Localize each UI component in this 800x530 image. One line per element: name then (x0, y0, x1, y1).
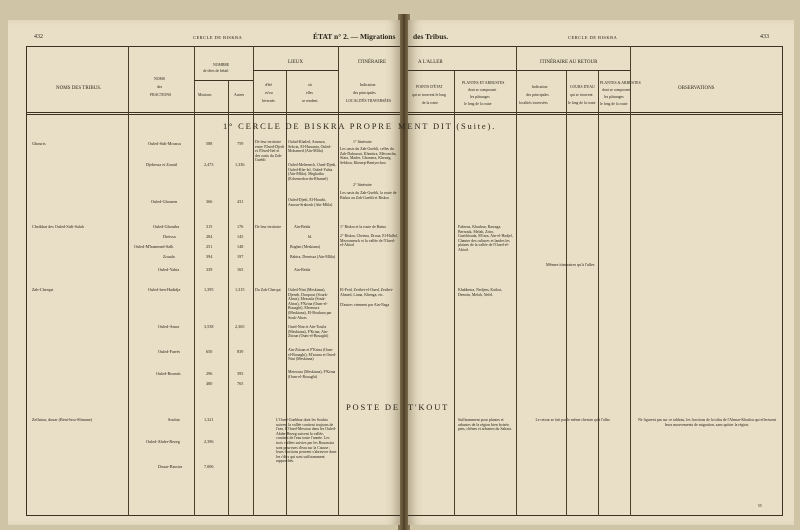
fraction-name: Ouled-Abder-Rezeg (146, 439, 180, 444)
header-plantes-4: le long de la route (464, 102, 492, 106)
lieux-destination: Id. (308, 235, 313, 239)
plants-entry: Suffisamment pour plantes et arbustes de la région bien boisée, pins, chênes et arbustes du Sahara. (458, 418, 512, 432)
lieux-destination: Meteoura (Meskiana), F'Krina (Oum-el-Bouaghi) (288, 370, 336, 379)
autres-value: 1,315 (235, 287, 245, 292)
itineraire-entry: Les oasis du Zab-Guebli, celles du Zab-Dahraoui, Khenitra, Méconcha, Sfaia, Mader, Ghomera, Kheneg, Sebbou, Khenep-Beniyechou (340, 147, 397, 165)
moutons-value: 284 (206, 234, 213, 239)
fraction-name: Ouled-Yahia (158, 267, 180, 272)
table-top-rule (408, 46, 782, 47)
header-plantes-retour-3: les pâturages (604, 95, 624, 99)
rule-v (338, 46, 339, 516)
table-top-rule (26, 46, 400, 47)
autres-value: 148 (237, 244, 244, 249)
header-plantes-retour-1: PLANTES & ARBUSTES (600, 81, 641, 85)
left-page-number: 432 (34, 34, 43, 40)
autres-value: 197 (237, 254, 244, 259)
moutons-value: 2,396 (204, 439, 214, 444)
moutons-value: 650 (206, 349, 213, 354)
header-bottom-rule-double (26, 114, 400, 115)
header-lieux-b-3: se rendent (302, 99, 318, 103)
header-bottom-rule (26, 112, 400, 113)
header-lieux-b-2: elles (306, 91, 313, 95)
moutons-value: 588 (206, 141, 213, 146)
tribe-name: Ghouris (32, 141, 46, 146)
fraction-name: Ouled-Farrès (158, 349, 181, 354)
moutons-value: 1,395 (204, 287, 214, 292)
table-title: ÉTAT n° 2. — Migrations (313, 32, 396, 41)
rule-v (228, 80, 229, 516)
fraction-name: Ouled-Amor (158, 324, 180, 329)
footer-number: 55 (758, 504, 762, 508)
rule-v (516, 46, 517, 516)
fraction-name: Ouled-ben-Hadidja (148, 287, 181, 292)
header-retour-indication-2: des principales (526, 93, 549, 97)
poste-title-left: POSTE DE (346, 402, 400, 412)
header-tribus: NOMS DES TRIBUS. (56, 86, 102, 91)
fraction-name: Ouled-Sidi-Moussa (148, 141, 181, 146)
header-cours-eau-1: COURS D'EAU (570, 85, 595, 89)
itineraire-entry: 2° Itinéraire (353, 183, 372, 187)
header-retour-indication-3: localités traversées (519, 101, 548, 105)
header-retour: ITINÉRAIRE AU RETOUR (540, 60, 598, 65)
header-indication-2: des principales (353, 91, 376, 95)
moutons-value: 394 (206, 254, 213, 259)
observations-note: Ne figurent pas sur ce tableau, les fractions de la tribu de l'Ahmar-Khadou qui effectuent leurs mouvements de migration, sans quitter la région. (637, 418, 777, 427)
retour-tkout-note: Le retour se fait par le même chemin qu'à l'aller. (535, 418, 611, 422)
moutons-value: 339 (206, 267, 213, 272)
header-fractions-3: FRACTIONS (150, 93, 172, 97)
poste-title-right: T'KOUT (408, 402, 450, 412)
header-plantes-retour-2: dont se composent (602, 88, 631, 92)
header-nombre-1: NOMBRE (213, 63, 230, 67)
fraction-name: Souhia (168, 417, 180, 422)
header-cours-eau-3: le long de la route (568, 101, 596, 105)
header-bottom-rule (408, 112, 782, 113)
moutons-value: 7,006 (204, 464, 214, 469)
lieux-destination: Ouled-Mehenech, Oued-Djedi, Ouled-Khe-lef, Ouled-Yahia (Aïn-Mlila), Meghaïba (Echemedou-du-Rhumel) (288, 163, 337, 181)
autres-value: 1,336 (235, 162, 245, 167)
moutons-value: 296 (206, 371, 213, 376)
plants-entry: Khabbeira, Nedjem, Kotkot, Demrin, Melah, Nefel. (458, 288, 503, 297)
fraction-name: Djebessa et Zouail (146, 162, 178, 167)
header-observations: OBSERVATIONS (678, 86, 715, 91)
header-itineraire: ITINÉRAIRE (358, 60, 387, 65)
moutons-value: 366 (206, 199, 213, 204)
left-page (8, 20, 400, 525)
lieux-destination: Ouled-Nini (Meskiana), Djeneh, Draqrout (Sourk-Ahras), Mezoula (Souk-Ahras), F'Krina (Oum-el-Bouaghi), Meteoura (Meskiana), El-Bouhara par Souk-Ahras (288, 288, 332, 320)
fraction-name: Ouled-Bouraïs (156, 371, 181, 376)
autres-value: 145 (237, 234, 244, 239)
header-moutons: Moutons (198, 93, 212, 97)
lieux-destination: Aïn-Beïda (294, 225, 311, 229)
rule-v (630, 46, 631, 516)
header-lieux-b-1: où (308, 83, 312, 87)
table-bottom-rule (26, 515, 400, 516)
fraction-name: Zouala (163, 254, 175, 259)
fraction-name: Douar-Bassira (158, 464, 183, 469)
moutons-value: 315 (206, 224, 213, 229)
fraction-name: Dreissa (163, 234, 176, 239)
header-point-etat-2: qui se trouvent le long (412, 93, 446, 97)
header-lieux-a-2: et/ou (265, 91, 273, 95)
lieux-destination: Boghni (Meskiana) (290, 245, 321, 249)
moutons-value: 480 (206, 381, 213, 386)
header-plantes-retour-4: le long de la route (600, 102, 628, 106)
lieux-destination: Aïn-Beïda (294, 268, 311, 272)
moutons-value: 1,321 (204, 417, 214, 422)
header-aller: A L'ALLER (418, 60, 443, 65)
fraction-name: Ouled-Ghouiba (153, 224, 180, 229)
rule-v (782, 46, 783, 516)
autres-value: 765 (237, 381, 244, 386)
lieux-depart: De leur territoire (255, 225, 282, 229)
header-point-etat-1: POINTS D'ÉTAT (416, 85, 443, 89)
itineraire-entry: D'autres viennent par Aïn-Naga (340, 303, 390, 307)
rule-v (454, 70, 455, 516)
retour-note: Mêmes itinéraires qu'à l'aller. (546, 262, 596, 267)
itineraire-entry: Les oasis du Zab-Guebli, la route de Biskra au Zab-Guebli et Biskra (340, 191, 397, 200)
section-title-right: MENT DIT (Suite). (398, 121, 497, 131)
header-autres: Autres (234, 93, 245, 97)
autres-value: 759 (237, 141, 244, 146)
autres-value: 176 (237, 224, 244, 229)
fraction-name: Ouled-Ghouren (151, 199, 178, 204)
lieux-destination: Oulad-Khaled, Amoura, Sebcia, El-Harrania, Ouled-Mohamed (Aïn-Mlila) (288, 140, 332, 154)
header-lieux-a-3: hivernés (262, 99, 275, 103)
right-page (398, 20, 794, 525)
header-fractions-1: NOMS (154, 77, 165, 81)
rule-h (408, 70, 630, 71)
autres-value: 395 (237, 371, 244, 376)
fraction-name: Ouled-M'hammed-Salh (134, 244, 174, 249)
moutons-value: 251 (206, 244, 213, 249)
tribe-name: Zellatou, douar (Beni-bou-Slimane) (32, 417, 93, 422)
header-fractions-2: des (157, 85, 163, 89)
moutons-value: 3,538 (204, 324, 214, 329)
right-running-head: CERCLE DE BISKRA (568, 35, 618, 40)
rule-v (128, 46, 129, 516)
header-point-etat-3: de la route (422, 101, 439, 105)
header-lieux: LIEUX (288, 60, 303, 65)
rule-v (26, 46, 27, 516)
header-plantes-3: les pâturages (470, 95, 490, 99)
header-bottom-rule-double (408, 114, 782, 115)
lieux-destination: Aïn-Zitoun et F'Krina (Oum-el-Bouaghi), M'souna et Oued-Nini (Meskiana) (288, 348, 337, 362)
itineraire-entry: El-Feid, Zeribet-el-Oued, Zeribet-Ahmed, Liana, Khenga, etc. (340, 288, 394, 297)
tribe-name: Cheikhat des Ouled-Sidi-Salah (32, 224, 84, 229)
header-indication-1: Indication (360, 83, 376, 87)
header-plantes-1: PLANTES ET ARBUSTES (462, 81, 505, 85)
header-indication-3: LOCALITÉS TRAVERSÉES (346, 99, 392, 103)
rule-h (253, 70, 338, 71)
rule-v (566, 70, 567, 516)
header-retour-indication-1: Indication (532, 85, 548, 89)
autres-value: 839 (237, 349, 244, 354)
moutons-value: 2,473 (204, 162, 214, 167)
rule-h (194, 80, 253, 81)
autres-value: 431 (237, 199, 244, 204)
autres-value: 165 (237, 267, 244, 272)
route-observations: L'Oued-Guebbaz dont les Souhia suivent la vallée contient toujours de l'eau. L'Oued-Mestour dans les Ouled-Abder-Rezeg suivent la vallée, contient de l'eau toute l'année. Les trois vallées suivies par les Rouassira sont pourvues d'eau sur la Causse ; leurs fractions peuvent s'abreuver dans les r'dirs qui sont suffisamment rapprochés. (276, 418, 337, 464)
itineraire-entry: 1° Biskra et la route de Batna (340, 225, 386, 229)
rule-v (194, 46, 195, 516)
plants-entry: Fabreus, Khadour, Rasraga, Bernouk, Melah, Zriro, Guethfouda, M'rara, Aïn-el-Hadjel, Chanter des cultures et landes les plaines de la vallée de l'Oued-el-Abiod. (458, 225, 513, 252)
itineraire-entry: 2° Biskra, Chetma, Droua, El-Hallef, Mezouneuch et la vallée de l'Oued-el-Abiod (340, 234, 398, 248)
tribe-name: Zab-Cherqui (32, 287, 54, 292)
lieux-destination: Bahira, Drenissa (Aïn-Mlila) (290, 255, 336, 259)
table-bottom-rule (408, 515, 782, 516)
rule-v (253, 46, 254, 516)
table-title-continued: des Tribus. (413, 32, 449, 41)
autres-value: 2,365 (235, 324, 245, 329)
lieux-destination: Ouled-Djedi, El-Hourbi, Amour-Srahouh (Aïn-Mlila) (288, 198, 333, 207)
lieux-destination: Oued-Nini et Aïn-Touila (Meskiana), F'Krina, Aïn-Zitoun (Oum-el-Bouaghi) (288, 325, 329, 339)
lieux-depart: De leur territoire entre l'Oued-Djedi et l'Oued-Itel et des oasis du Zab-Guebli (255, 140, 284, 163)
section-title-left: 1° CERCLE DE BISKRA PROPRE (223, 121, 393, 131)
header-cours-eau-2: qui se trouvent (570, 93, 593, 97)
itineraire-entry: 1° Itinéraire (353, 140, 372, 144)
lieux-depart: Du Zab-Cherqui (255, 288, 281, 292)
right-page-number: 433 (760, 34, 769, 40)
header-nombre-2: de têtes de bétail (203, 69, 229, 73)
rule-v (598, 70, 599, 516)
header-lieux-a-1: d'été (265, 83, 273, 87)
header-plantes-2: dont se composent (468, 88, 497, 92)
left-running-head: CERCLE DE BISKRA (193, 35, 243, 40)
